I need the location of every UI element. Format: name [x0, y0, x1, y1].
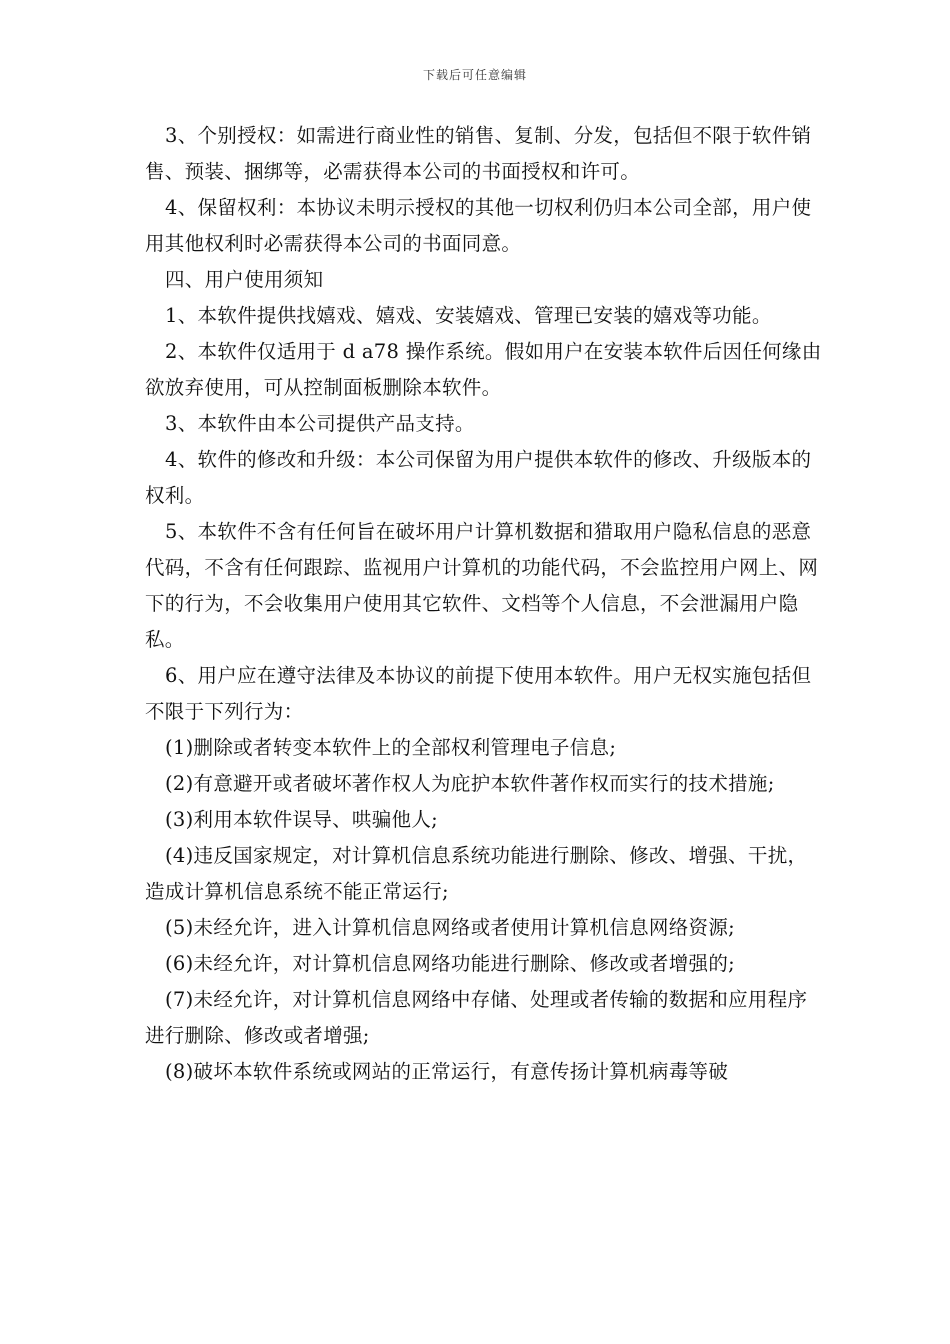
- list-item-1: (1)删除或者转变本软件上的全部权利管理电子信息;: [165, 736, 617, 759]
- list-item-7: (7)未经允许，对计算机信息网络中存储、处理或者传输的数据和应用程序进行删除、修改或者增强;: [145, 988, 808, 1047]
- paragraph-notice-2: 2、本软件仅适用于 d a78 操作系统。假如用户在安装本软件后因任何缘由欲放弃使用，可从控制面板删除本软件。: [145, 340, 822, 399]
- paragraph-notice-5: 5、本软件不含有任何旨在破坏用户计算机数据和猎取用户隐私信息的恶意代码，不含有任何跟踪、监视用户计算机的功能代码，不会监控用户网上、网下的行为，不会收集用户使用其它软件、文档等个人信息，不会泄漏用户隐私。: [145, 520, 819, 651]
- document-body: [145, 118, 825, 1090]
- paragraph-notice-1: 1、本软件提供找嬉戏、嬉戏、安装嬉戏、管理已安装的嬉戏等功能。: [165, 304, 772, 327]
- section-heading-user-notice: 四、用户使用须知: [165, 268, 324, 291]
- list-item-2: (2)有意避开或者破坏著作权人为庇护本软件著作权而实行的技术措施;: [165, 772, 775, 795]
- list-item-4: (4)违反国家规定，对计算机信息系统功能进行删除、修改、增强、干扰，造成计算机信息系统不能正常运行;: [145, 844, 808, 903]
- list-item-5: (5)未经允许，进入计算机信息网络或者使用计算机信息网络资源;: [165, 916, 735, 939]
- paragraph-notice-4: 4、软件的修改和升级：本公司保留为用户提供本软件的修改、升级版本的权利。: [145, 448, 812, 507]
- paragraph-notice-3: 3、本软件由本公司提供产品支持。: [165, 412, 475, 435]
- paragraph-reserved-rights: 4、保留权利：本协议未明示授权的其他一切权利仍归本公司全部，用户使用其他权利时必需获得本公司的书面同意。: [145, 196, 812, 255]
- paragraph-notice-6: 6、用户应在遵守法律及本协议的前提下使用本软件。用户无权实施包括但不限于下列行为：: [145, 664, 812, 723]
- paragraph-individual-authorization: 3、个别授权：如需进行商业性的销售、复制、分发，包括但不限于软件销售、预装、捆绑等，必需获得本公司的书面授权和许可。: [145, 124, 812, 183]
- list-item-3: (3)利用本软件误导、哄骗他人;: [165, 808, 438, 831]
- page-header: 下载后可任意编辑: [422, 68, 527, 82]
- list-item-6: (6)未经允许，对计算机信息网络功能进行删除、修改或者增强的;: [165, 952, 735, 975]
- list-item-8: (8)破坏本软件系统或网站的正常运行，有意传扬计算机病毒等破: [165, 1060, 729, 1083]
